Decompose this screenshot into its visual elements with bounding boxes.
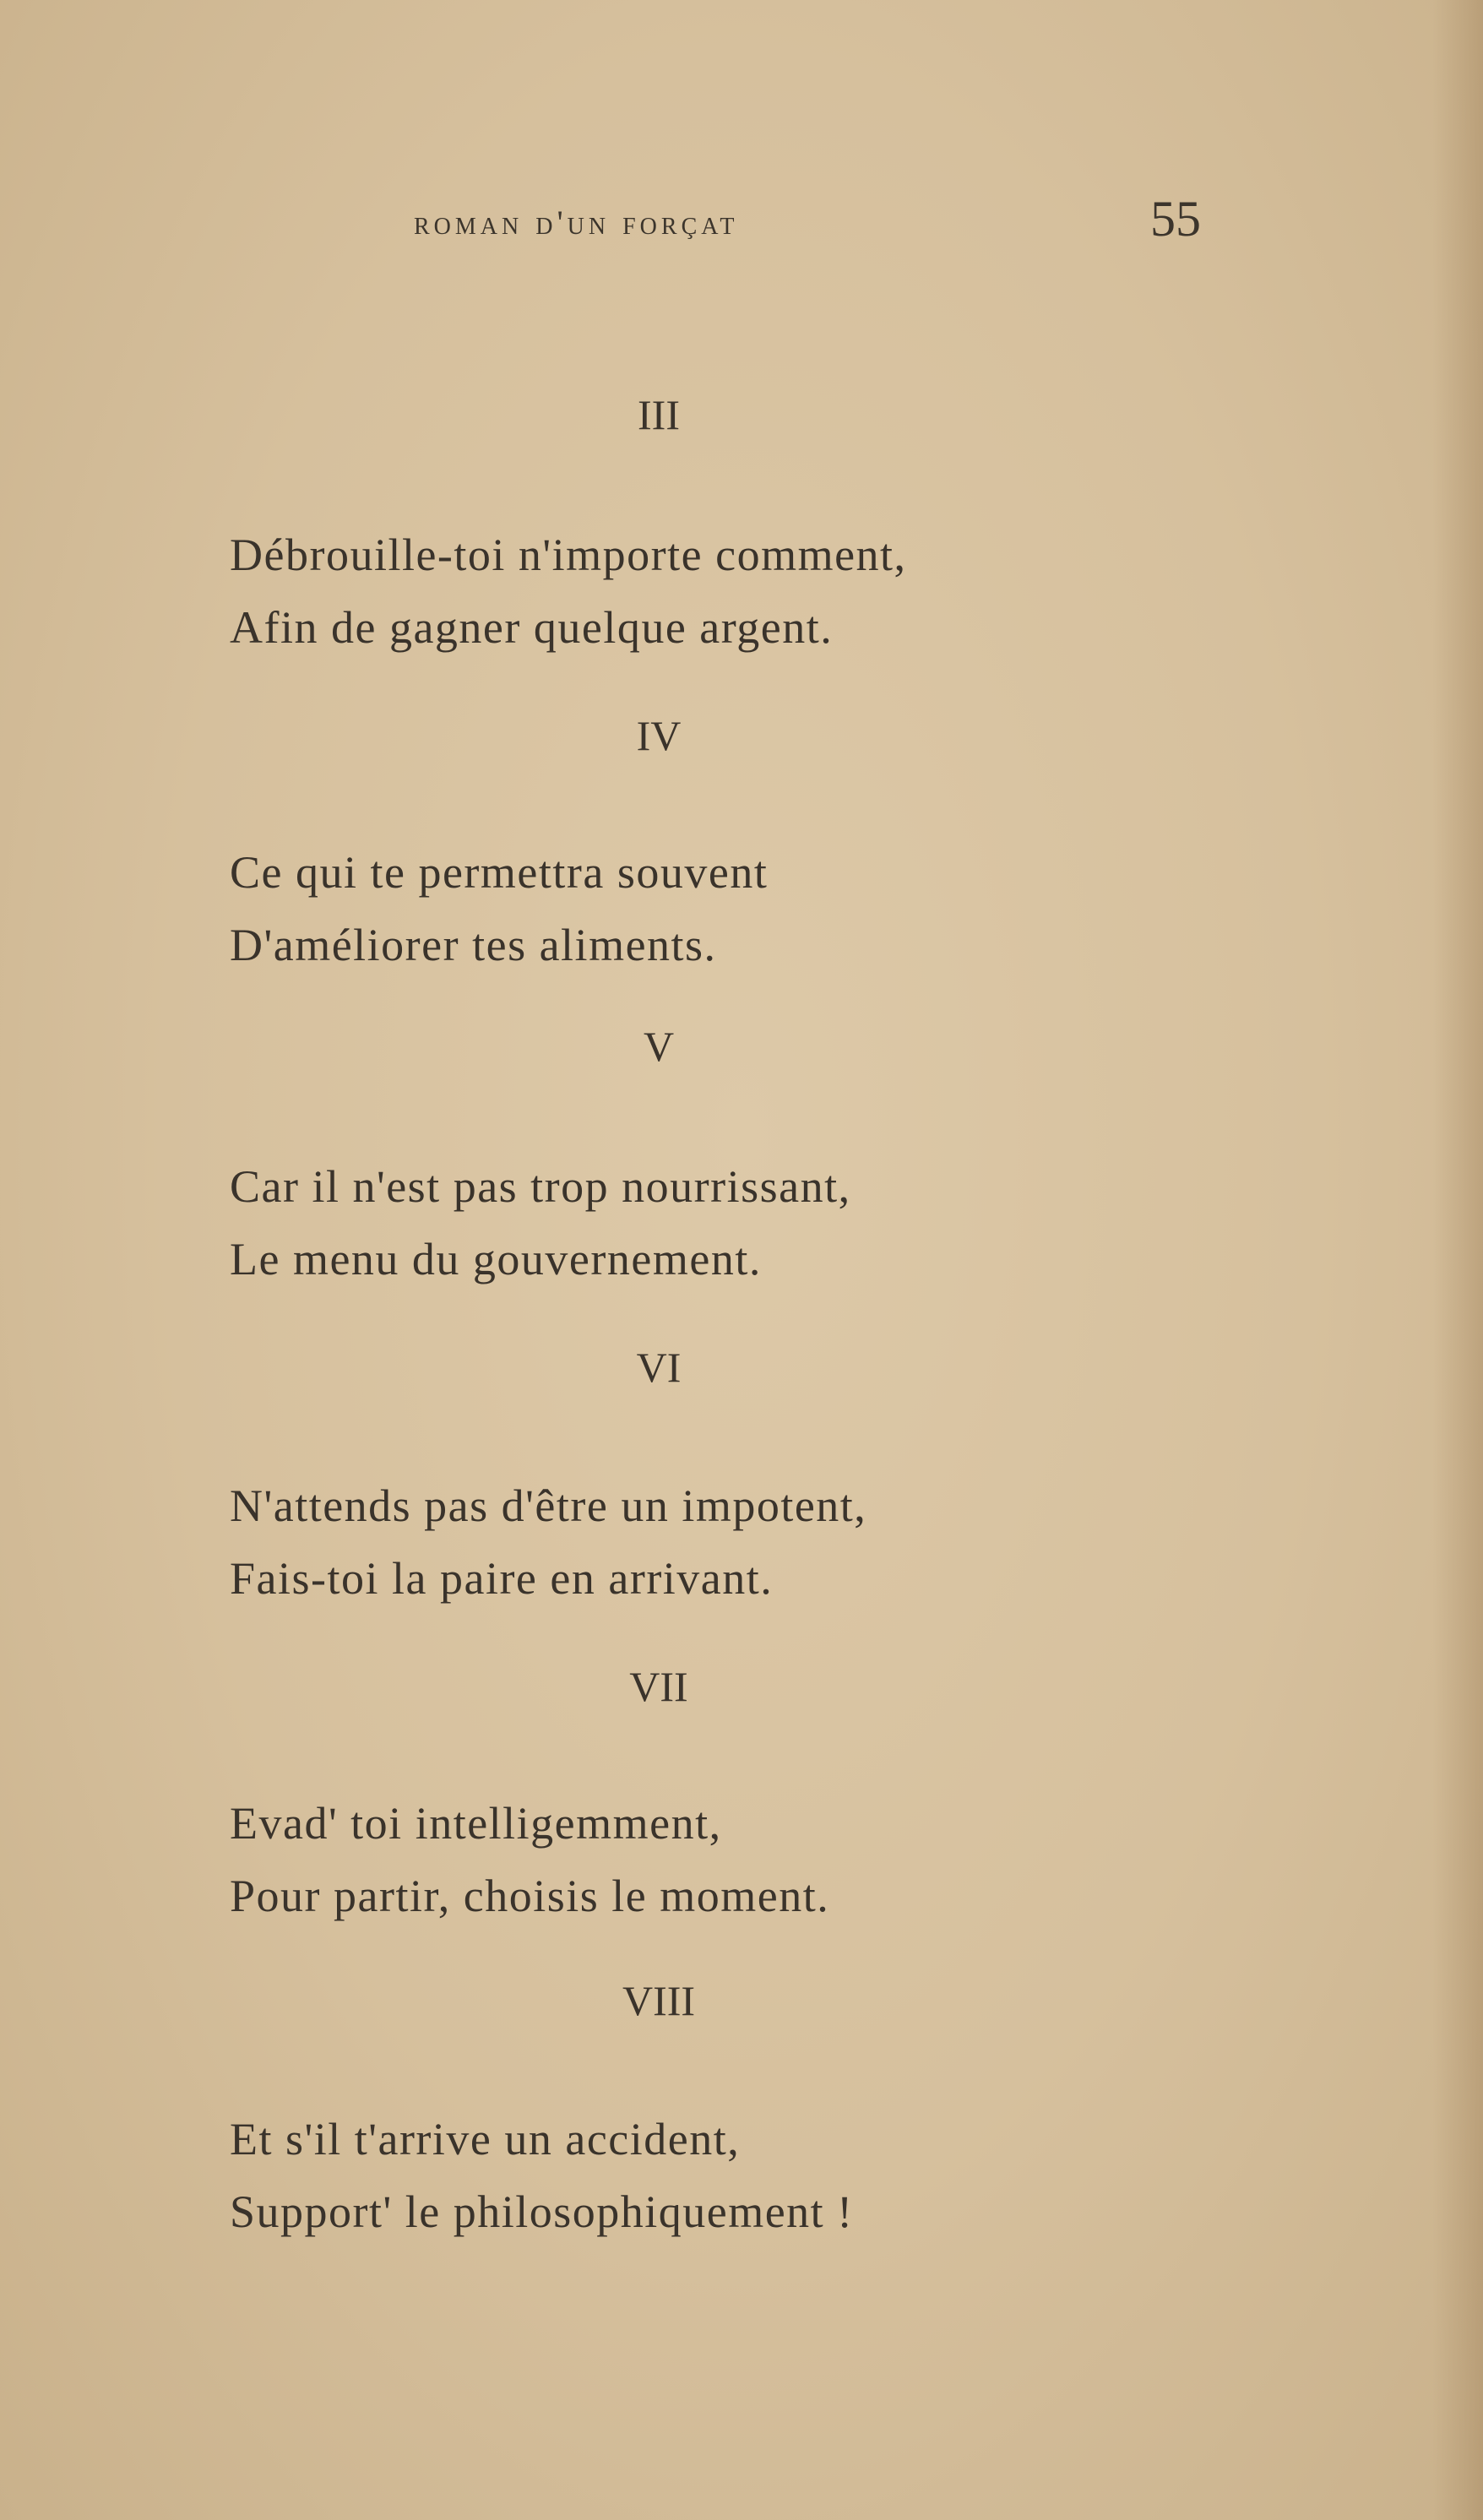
- running-title: roman d'un forçat: [414, 204, 739, 242]
- verse-line: Fais-toi la paire en arrivant.: [230, 1553, 774, 1604]
- stanza-verse: [230, 2103, 854, 2248]
- stanza-verse: [230, 836, 768, 981]
- verse-line: Le menu du gouvernement.: [230, 1234, 762, 1284]
- stanza-number: III: [638, 391, 680, 438]
- page-edge-shadow: [1432, 0, 1483, 2520]
- page-number: 55: [1150, 191, 1201, 247]
- verse-line: Evad' toi intelligemment,: [230, 1798, 722, 1849]
- stanza-verse: [230, 1787, 829, 1932]
- stanza-number: VII: [629, 1663, 688, 1710]
- verse-line: N'attends pas d'être un impotent,: [230, 1480, 867, 1531]
- verse-line: Afin de gagner quelque argent.: [230, 602, 834, 653]
- stanza-number: VI: [636, 1344, 682, 1391]
- verse-line: Et s'il t'arrive un accident,: [230, 2114, 741, 2164]
- verse-line: Car il n'est pas trop nourrissant,: [230, 1161, 851, 1212]
- stanza-verse: [230, 519, 907, 664]
- verse-line: Pour partir, choisis le moment.: [230, 1871, 830, 1921]
- stanza-verse: [230, 1469, 866, 1615]
- stanza-number: V: [643, 1023, 675, 1070]
- verse-line: D'améliorer tes aliments.: [230, 920, 717, 970]
- verse-line: Débrouille-toi n'importe comment,: [230, 530, 907, 580]
- verse-line: Ce qui te permettra souvent: [230, 847, 769, 898]
- stanza-verse: [230, 1150, 851, 1295]
- stanza-number: IV: [636, 712, 682, 759]
- verse-line: Support' le philosophiquement !: [230, 2186, 854, 2237]
- stanza-number: VIII: [622, 1977, 696, 2024]
